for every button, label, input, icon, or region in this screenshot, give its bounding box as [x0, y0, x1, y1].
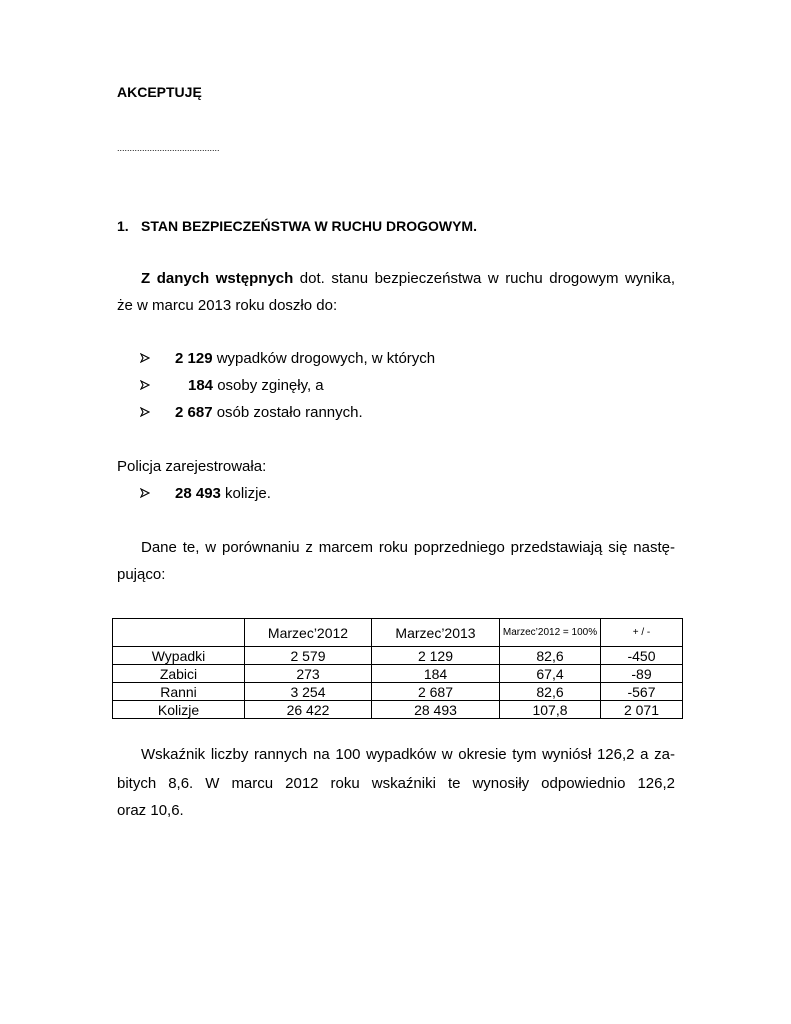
intro-rest: dot. stanu bezpieczeństwa w ruchu drogowym wynika, [293, 270, 675, 287]
table-row [113, 701, 683, 719]
comparison-table [112, 618, 683, 719]
table-cell: 2 579 [245, 647, 372, 665]
list-item-text: wypadków drogowych, w których [212, 350, 436, 367]
comparison-line-1: Dane te, w porównaniu z marcem roku poprzedniego przedstawiają się nastę- [141, 539, 675, 556]
section-title: STAN BEZPIECZEŃSTWA W RUCHU DROGOWYM. [141, 218, 477, 234]
table-cell: 2 687 [372, 683, 500, 701]
list-item [175, 350, 435, 367]
intro-line-2: że w marcu 2013 roku doszło do: [117, 297, 338, 314]
table-cell: 28 493 [372, 701, 500, 719]
section-number: 1. [117, 218, 129, 234]
intro-lead: Z danych wstępnych [141, 270, 294, 287]
table-cell: 26 422 [245, 701, 372, 719]
table-cell: 107,8 [500, 701, 601, 719]
table-cell: 184 [372, 665, 500, 683]
list-item-value: 184 [188, 377, 214, 394]
signature-line: ......................................... [117, 143, 220, 153]
table-header-cell: + / - [601, 619, 683, 647]
arrowhead-bullet-icon [140, 488, 150, 498]
table-header-cell: Marzec’2012 = 100% [500, 619, 601, 647]
table-cell: Wypadki [113, 647, 245, 665]
arrowhead-bullet-icon [140, 380, 150, 390]
table-header-cell: Marzec’2013 [372, 619, 500, 647]
list-item-value: 2 129 [175, 350, 213, 367]
police-item [175, 485, 271, 502]
summary-line-1: Wskaźnik liczby rannych na 100 wypadków w okresie tym wyniósł 126,2 a za- [141, 746, 675, 763]
table-cell: -450 [601, 647, 683, 665]
table-cell: 2 071 [601, 701, 683, 719]
list-item-value: 2 687 [175, 404, 213, 421]
arrowhead-bullet-icon [140, 407, 150, 417]
table-cell: 3 254 [245, 683, 372, 701]
table-cell: 67,4 [500, 665, 601, 683]
table-cell: Kolizje [113, 701, 245, 719]
list-item-text: osoby zginęły, a [213, 377, 324, 394]
list-item-text: osób zostało rannych. [212, 404, 363, 421]
table-header-cell: Marzec’2012 [245, 619, 372, 647]
table-cell: 82,6 [500, 683, 601, 701]
table-row [113, 683, 683, 701]
summary-line-2: bitych 8,6. W marcu 2012 roku wskaźniki te wynosiły odpowiednio 126,2 [117, 775, 675, 792]
table-header-cell [113, 619, 245, 647]
table-cell: Ranni [113, 683, 245, 701]
table-row [113, 665, 683, 683]
table-cell: 273 [245, 665, 372, 683]
table-header-row [113, 619, 683, 647]
police-value: 28 493 [175, 485, 221, 502]
list-item [175, 404, 363, 421]
table-cell: 2 129 [372, 647, 500, 665]
table-cell: Zabici [113, 665, 245, 683]
table-cell: -567 [601, 683, 683, 701]
police-label: Policja zarejestrowała: [117, 458, 267, 475]
approval-heading: AKCEPTUJĘ [117, 84, 202, 100]
table-row [113, 647, 683, 665]
summary-line-3: oraz 10,6. [117, 802, 184, 819]
table-cell: 82,6 [500, 647, 601, 665]
list-item [188, 377, 324, 394]
arrowhead-bullet-icon [140, 353, 150, 363]
table-cell: -89 [601, 665, 683, 683]
police-text: kolizje. [220, 485, 271, 502]
comparison-line-2: pująco: [117, 566, 166, 583]
intro-line-1 [141, 270, 675, 287]
